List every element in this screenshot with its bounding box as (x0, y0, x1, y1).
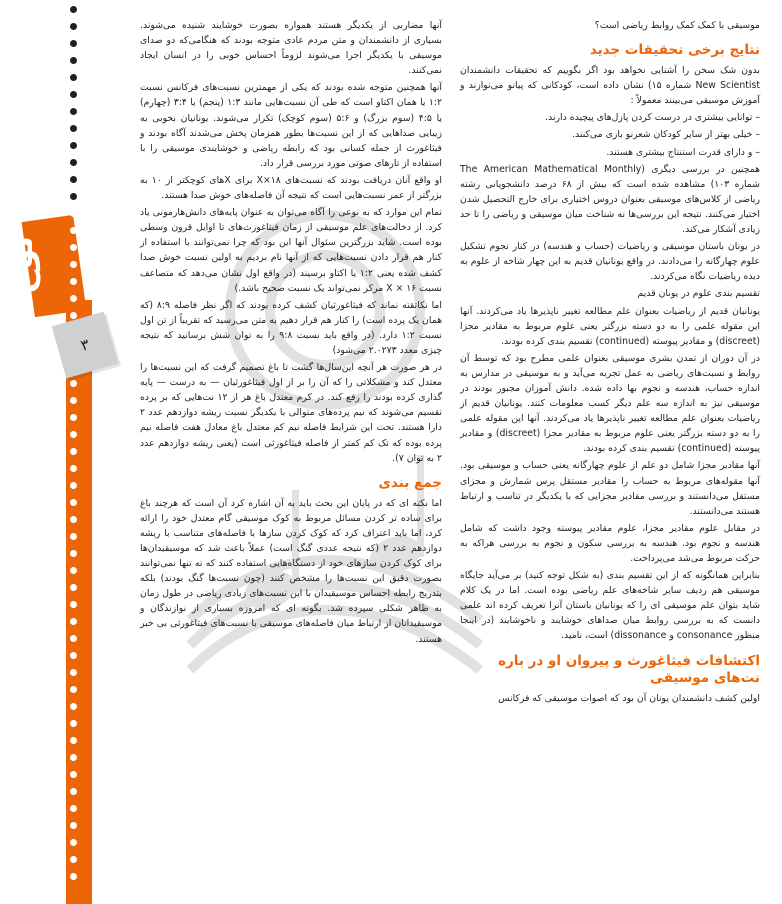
section-heading-pythagoras: اکتشافات فیثاغورث و پیروان او در باره نت‌های موسیقی (498, 652, 760, 686)
paragraph: آنها مضاربی از یکدیگر هستند همواره بصورت خوشایند شنیده می‌شوند. بسیاری از دانشمندان و متن مردم عادی متوجه بودند که هنگامی‌که دو صدای موسیقی با یکدیگر اجرا می‌شوند لزوماً احساس خوبی را در انسان ایجاد نمی‌کنند. (140, 20, 442, 77)
paragraph: آنها همچنین متوجه شده بودند که یکی از مهمترین نسبت‌های فرکانس نسبت ۱:۲ یا همان اکتاو است که طی آن نسبت‌هایی مانند ۱:۳ (پنجم) یا ۳:۴ (چهارم) یا ۴:۵ (سوم بزرگ) و ۵:۶ (سوم کوچک) تکرار می‌شوند. یونانیان بخوبی به زیبایی صداهایی که از این نسبت‌ها بطور همزمان پخش می‌شدند آگاه بودند و فیثاغورث از جمله کسانی بود که رابطه ریاضی و خوشایندی موسیقی را با استفاده از تارهای صوتی مورد بررسی قرار داد. (140, 82, 442, 169)
paragraph: تمام این موارد که به نوعی را آگاه می‌توان به عنوان پایه‌های دانش‌هارمونی یاد کرد. از دخالت‌های علم موسیقی از زمان فیثاغورث‌های تا اوایل قرون وسطی بوده است. شاید بزرگترین سئوال آنها این بود که چرا نمی‌توانند با استفاده از کنار هم قرار دادن نسبت‌هایی که از آنها نام بردیم به اولین نسبت خوش صدا کشف شده یعنی ۱:۲ یا اکتاو برسیند (در واقع اول نشان می‌دهد که متصاعف نسبت X × ۱۶ مرکز نمی‌تواند یک نسبت صحیح باشد.) (140, 207, 442, 294)
paragraph: در هر صورت هر آنچه این‌سال‌ها گشت تا باغ تصمیم گرفت که این نسبت‌ها را معتدل کند و مشکلاتی را که آن را بر از اول فیثاغورثیان — به درست — پایه گذاری کرده بودند را رفع کند. در کرم معتدل باغ هر از ۱۲ نت‌هایی که بر پرده تقسیم می‌شوند که نیم پرده‌های متوالی با یکدیگر نسبت ریشه دوازدهم عدد ۲ دارا هستند. تحت این شرایط فاصله نیم کم معتدل باغ معادل هفت فاصله نیم پرده بوده که تک کم کمتر از فاصله فیثاغورثی است (یعنی ریشه دوازدهم عدد ۲ به توان ۷). (140, 362, 443, 464)
dotted-line-black (70, 6, 78, 206)
paragraph: در آن دوران از تمدن بشری موسیقی بعنوان علمی مطرح بود که توسط آن روابط و نسبت‌های ریاضی به عمل تجربه می‌آید و به موسیقی در مدارس به اندازه حساب، هندسه و نجوم بها داده شده. دانش آموزان مجبور بودند در موسیقی نیز به اندازه سه علم دیگر کسب معلومات کنند. یونانیان قدیم از ریاضیات بعنوان علم مطالعه تغییر ناپذیرها یاد می‌کردند. آنها این مقوله علمی را به دو دسته بزرگتر یعنی علوم مربوط به مقادیر مجزا (discreet) و مقادیر پیوسته (continued) تقسیم بندی کرده بودند. (460, 352, 760, 455)
column-left (140, 18, 442, 649)
paragraph: بدون شک سخن را آشنایی نخواهد بود اگر بگوییم که تحقیقات دانشمندان New Scientist شماره ۱۵) نشان داده است، کودکانی که پیانو می‌نوازند و آموزش موسیقی می‌بینند معمولاً : (460, 65, 760, 107)
paragraph: در مقابل علوم مقادیر مجزا، علوم مقادیر پیوسته وجود داشت که شامل هندسه و نجوم بود. هندسه به بررسی سکون و نجوم به بررسی هراکه به حرکت مربوط می‌شد می‌پرداخت. (460, 522, 760, 564)
decorative-left-band (0, 0, 118, 904)
section-heading-summary: جمع بندی (378, 474, 442, 491)
paragraph: در یونان باستان موسیقی و ریاضیات (حساب و هندسه) در کنار نجوم تشکیل علوم چهارگانه را می‌دادند. در واقع یونانیان قدیم به این چهار شاخه از علوم به دیده ریاضیات نگاه می‌کردند. (460, 241, 760, 283)
magazine-logo: لوح (1, 235, 41, 295)
paragraph: اما نکته ای که در پایان این بحث باید به آن اشاره کرد آن است که هرچند باغ برای ساده تر کردن مسائل مربوط به کوک موسیقی گام معتدل خود را ارائه کرد، اما باید اعتراف کرد که کوک کردن سازها با فاصله‌های متناسب با ریشه دوازدهم عدد ۲ (که نتیجه عددی گنگ است) عملاً باعث شد که موسیقیدان‌ها برای کوک کردن سازهای خود از دستگاه‌هایی استفاده کنند که نه تنها نمی‌توانند بصورت دقیق این نسبت‌ها را مشخص کنند (چون نسبت‌ها گنگ بودند) بلکه بتدریج رابطه احساس موسیقیدان با این نسبت‌های زیادی ریاضی در طول زمان به ظاهر شکلی سپرده شد. بگونه ای که امروزه بسیاری از نوازندگان و موسیقیدانان از ارتباط میان فاصله‌های موسیقی با نسبت‌های فیثاغورثی بی خبر هستند. (140, 497, 442, 645)
paragraph: آنها مقادیر مجزا شامل دو علم از علوم چهارگانه یعنی حساب و موسیقی بود. آنها مقوله‌های مربوط به حساب را مقادیر مستقل پرس شمارش و مجزای مستقل می‌دانستند و بررسی مقادیر مجزایی که با یکدیگر در تناسب و ارتباط هستند می‌دانستند. (460, 460, 760, 517)
paragraph: – و دارای قدرت استنتاج بیشتری هستند. (606, 146, 760, 158)
section-heading-new-research: نتایج برخی تحقیقات جدید (589, 42, 760, 59)
paragraph: اما نکاتقته نماند که فیثاغورثیان کشف کرده بودند که اگر نظر فاصله ۸:۹ (که همان یک پرده است) را کنار هم قرار دهیم به متن می‌رسید که تقریباً از تن اول نسبت ۱:۲ دارد. (در واقع باید نسبت ۹:۸ را به توان شش برسانید که نتیجه چیزی معدد ۲.۰۲۷۳ می‌شود) (140, 299, 443, 356)
page-number: ۳ (78, 335, 92, 355)
paragraph: بنابراین همانگونه که از این تقسیم بندی (به شکل توجه کنید) بر می‌آید جایگاه موسیقی هم ردیف سایر شاخه‌های علم ریاضی بوده است. اما در یک کلام شاید بتوان علم موسیقی ای را که یونانیان باستان آنرا تعریف کرده اند علمی دانست که به بررسی روابط میان صداهای خوشایند و ناخوشایند (در اینجا منظور consonance و dissonance) است، نامید. (460, 570, 760, 642)
paragraph: همچنین در بررسی دیگری (The American Mathematical Monthly شماره ۱۰۳) مشاهده شده است که بیش از ۶۸ درصد دانشجویانی رشته ریاضی از کلاس‌های موسیقی بعنوان دروس اختیاری برای خارج التحصیل شدن اختیار می‌کنند. نتیجه این بررسی‌ها نه شناخت میان موسیقی و ریاضی را تا حد زیادی آشکار می‌کند. (460, 163, 760, 236)
paragraph: موسیقی با کمک کمک روابط ریاضی است؟ (594, 20, 760, 31)
paragraph: – خیلی بهتر از سایر کودکان شعرنو بازی می‌کنند. (572, 129, 760, 141)
paragraph: یونانیان قدیم از ریاضیات بعنوان علم مطالعه تغییر ناپذیرها یاد می‌کردند. آنها این مقوله علمی را به دو دسته بزرگتر یعنی علوم مربوط به مقادیر مجزا (discreet) و مقادیر پیوسته (continued) تقسیم بندی کرده بودند. (460, 305, 760, 347)
paragraph: او واقع آنان دریافت بودند که نسبت‌های ۱۸×X برای X‌های کوچکتر از ۱۰ به بزرگتر از عمر نسبت‌هایی است که نتیجه آن فاصله‌های خوش صدا هستند. (140, 174, 442, 202)
paragraph: – توانایی بیشتری در درست کردن پازل‌های پیچیده دارند. (545, 112, 760, 124)
paragraph: تقسیم بندی علوم در یونان قدیم (637, 288, 760, 300)
paragraph: اولین کشف دانشمندان یونان آن بود که اصوات موسیقی که فرکانس (498, 692, 760, 704)
column-right (460, 18, 760, 708)
